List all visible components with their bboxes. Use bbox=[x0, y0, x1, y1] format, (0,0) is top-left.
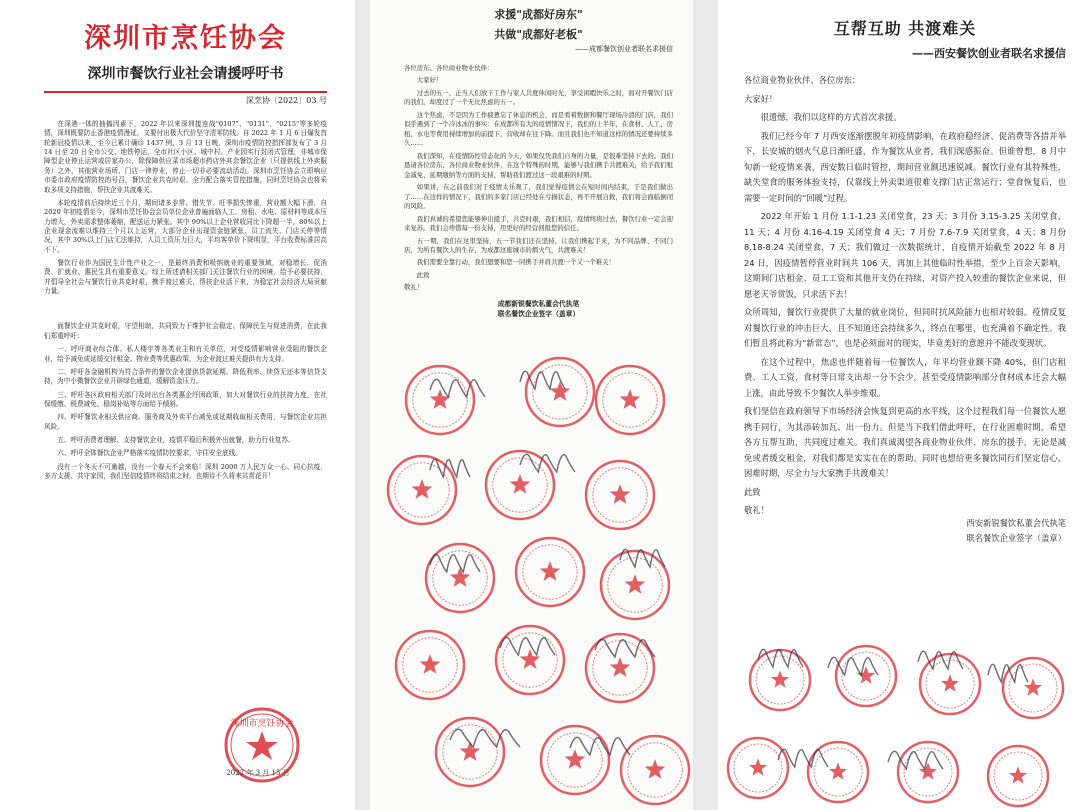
company-seal bbox=[596, 366, 664, 434]
document-body bbox=[44, 120, 327, 482]
signature-footer bbox=[744, 516, 1066, 548]
company-seal bbox=[920, 654, 980, 714]
footer-sign: 联名餐饮企业签字（盖章） bbox=[966, 533, 1066, 544]
document-body bbox=[744, 73, 1066, 519]
document-title: 互帮互助 共渡难关 bbox=[833, 19, 977, 38]
body-paragraph: 本轮疫情前后持续近三个月，期间诸多非常、错失节、旺季损失惨重，营业额大幅下滑，自 2020 年初疫情至今，深圳市烹饪协会会员单位企业普遍面临人工、房租、水电、原材料等成本压力增大，外卖需求整体萎缩，配送运力紧张。其中 90%以上企业营收同比下降超一半，80%以上企业现金流难以维持三个月以上运营，大部分企业出现资金链紧张、员工流失、门店关停等情况，其中 30%以上门店无法维持，人员工资压力巨大，平均客单价下降明显，平台收费标准居高不下。 bbox=[44, 198, 327, 254]
appeal-item: 三、呼吁各区政府相关部门及时出台各类惠企纾困政策，加大对餐饮行业的扶持力度，在社保缓缴、税费减免、稳岗补贴等方面给予倾斜。 bbox=[44, 390, 327, 408]
appeal-intro: 面餐饮企业共克时艰，守望相助，共同致力于维护社会稳定、保障民生与促进消费，在此我们郑重呼吁： bbox=[44, 322, 327, 340]
handwritten-signature bbox=[500, 637, 555, 655]
document-date: 2022 年 3 月 15 日 bbox=[226, 769, 290, 777]
handwritten-signature bbox=[450, 729, 520, 747]
document-signer: ——西安餐饮创业者联名求援信 bbox=[912, 47, 1066, 60]
company-seal bbox=[750, 650, 810, 710]
body-paragraph: 我们深知，在疫情防控常态化的今天，如果仅凭我们自身的力量，是很难坚持下去的。我们恳请各位房东、各位商业物业伙伴，在这个特殊的时期，能够与我们携手共渡难关，给予我们租金减免、延期缴纳等方面的支持，帮助我们渡过这一段艰难的时期。 bbox=[404, 151, 673, 179]
company-seal bbox=[406, 366, 474, 434]
document-title: 深圳市餐饮行业社会请援呼吁书 bbox=[87, 66, 284, 82]
salutation: 各位商业物业伙伴、各位房东： bbox=[744, 75, 861, 85]
footer-org: 西安新锐餐饮私董会代执笔 bbox=[966, 517, 1066, 528]
company-seal bbox=[586, 634, 654, 702]
body-paragraph: 五一期，我们在这里坚持，五一节我们还在坚持，让我们携起手来，为不同品牌、不同门店，为所有餐饮人的生存，为成都这座城市的烟火气，共渡难关！ bbox=[404, 236, 673, 254]
document-title: 求援"成都好房东" bbox=[494, 8, 583, 21]
body-paragraph: 这个焦虑，不是因为工作疲惫忘了休息的机会，而是看着数据和餐厅现场冷清的门店，我们似乎遇到了一个冷冰冰的事实：在成都所有大的疫情情况下，我们的上半年，在食材、人工、房租、水电等费用持续增加的前提下，营收却在往下降。而且我们也不知道这样的情况还要持续多久…… bbox=[404, 110, 673, 148]
greeting: 大家好！ bbox=[416, 76, 443, 85]
body-paragraph: 我们真诚的希望您能够伸出援手，共克时艰，我们相信，疫情终将过去，餐饮行业一定会迎来复苏。我们会珍惜每一份支持，用更好的经营回报您的信任。 bbox=[404, 214, 673, 233]
document-number: 深烹协〔2022〕03 号 bbox=[245, 96, 327, 105]
company-seal bbox=[496, 626, 564, 694]
company-seal bbox=[586, 461, 654, 529]
signature-footer bbox=[404, 299, 673, 319]
company-seal bbox=[426, 544, 494, 612]
handwritten-signature bbox=[520, 371, 565, 389]
company-seal bbox=[836, 646, 896, 706]
company-seal bbox=[486, 451, 554, 519]
salutation: 各位房东、各位商业物业伙伴： bbox=[404, 64, 494, 72]
handwritten-signature bbox=[570, 737, 630, 755]
handwritten-signature bbox=[520, 454, 575, 472]
document-title-line2: 共做"成都好老板" bbox=[494, 28, 583, 41]
footer-org: 成都新锐餐饮私董会代执笔 bbox=[497, 299, 580, 308]
company-seal bbox=[516, 538, 584, 606]
handwritten-signature bbox=[430, 459, 470, 477]
closing-line: 敬礼！ bbox=[404, 283, 424, 292]
body-paragraph: 如果讲，在之前我们对于疫情太乐观了，我们觉得疫情会在短时间内结束，于是我们做出了……在这样的情况下，我们的多家门店已经处在亏损状态，再不开展自救，我们将会面临倒闭的风险。 bbox=[404, 183, 673, 211]
body-paragraph: 众所周知，餐饮行业提供了大量的就业岗位，但同时抗风险能力也相对较弱。疫情反复对餐饮行业的冲击巨大，且不知道还会持续多久，终点在哪里，也充满着不确定性。我们暂且将此称为“新常态”，也是必须面对的现实，毕竟美好的意愿并不能改变现状。 bbox=[744, 307, 1066, 348]
body-paragraph: 在这个过程中，焦虑也伴随着每一位餐饮人，年平均营业额下降 40%，但门店租费、工人工资、食材等日常支出却一分不会少，甚至受疫情影响部分食材成本还会大幅上涨，由此导致不少餐饮人举步维艰。 bbox=[744, 356, 1066, 398]
body-paragraph: 很遗憾，我们以这样的方式首次求援。 bbox=[760, 112, 902, 122]
appeal-item: 五、呼吁消费者理解、支持餐饮企业，疫情平稳后积极外出就餐，助力行业复苏。 bbox=[57, 436, 295, 445]
company-seal bbox=[388, 456, 456, 524]
handwritten-signature bbox=[595, 639, 655, 657]
appeal-item: 四、呼吁餐饮业相关供应商、服务商及外卖平台减免或延期收取相关费用，与餐饮企业共担风险。 bbox=[44, 413, 327, 431]
xian-appeal-document bbox=[718, 0, 1080, 810]
handwritten-signature bbox=[988, 664, 1028, 682]
body-paragraph: 我们坚信在政府领导下市场经济会恢复到更高的水平线，这个过程我们每一位餐饮人愿携手同行，为其添砖加瓦、出一份力。但是当下我们借此呼吁，在行业困难时期，希望各方互帮互助，共同度过难关。我们真诚渴望各商业物业伙伴、房东的援手，无论是减免或者缓交租金，对我们都是实实在在的帮助。同时也想给更多餐饮同行们坚定信心，困难时期，尽全力与大家携手共渡难关！ bbox=[744, 406, 1066, 478]
seal-text: 深圳市烹饪协会 bbox=[230, 719, 294, 729]
handwritten-signature bbox=[828, 657, 878, 675]
document-signer: ——成都餐饮创业者联名求援信 bbox=[575, 45, 673, 53]
body-paragraph: 2022 年开始 1 月份 1.1-1.23 关闭堂食，23 天；3 月份 3.15-3.25 关闭堂食，11 天；4 月份 4.16-4.19 关闭堂食 4 天；7 月份 7.6-7.9 关闭堂食，4 天；8 月份 8.18-8.24 关闭堂食，7 天；我们做过一次数据统计，自疫情开始截至 2022 年 8 月 24 日，因疫情暂停营业时间共 106 天，再加上其他临时性举措，至少上百余天影响，这期间门店租金、员工工资和其他开支仍在持续，对资产投入较重的餐饮企业来说，但愿老天爷赏饭，只求活下去！ bbox=[744, 211, 1066, 299]
body-paragraph: 在深港一体的抽搐因素下，2022 年以来深圳接连战"0107"、"0131"、"0215"等多轮疫情，深圳既要防止香港疫情漫延，又要付出极大代价坚守清零防线。自 2022 年 1 月 6 日爆发首轮新冠疫情以来，至今已累计确诊 1437 例，3 月 13 日晚，深圳市疫情防控指挥部发布了 3 月 14 日至 20 日全市公交、地铁停运，全市社区小区、城中村、产业园实行封闭式管理，非城市保障型企业停止运营或居家办公，除保障供应菜市场超市药店外其余餐饮企业（只提供线上外卖服务）之外，其他营业场所、门店一律停业，停止一切非必要流动活动。深圳市烹饪协会立即响应市委市政府疫情防控的号召，餐饮企业共克时艰、全力配合落实管控措施，同时烹饪协会也将采取多项支持措施，帮扶企业共渡难关。 bbox=[44, 120, 327, 194]
body-paragraph: 我们需要全靠行动，我们想要和您一同携手并肩共渡一个又一个难关！ bbox=[416, 258, 615, 267]
company-seal bbox=[988, 746, 1048, 806]
letterhead-rule bbox=[44, 91, 327, 93]
handwritten-signature bbox=[430, 554, 480, 572]
handwritten-signature bbox=[888, 751, 943, 769]
company-seal bbox=[396, 631, 464, 699]
company-seal bbox=[526, 358, 594, 426]
handwritten-signature bbox=[620, 549, 665, 567]
company-seal bbox=[898, 742, 958, 802]
body-paragraph: 我们已经今年 7 月西安逐渐摆脱年初疫情影响，在政府稳经济、促消费等各措并举下，长安城的烟火气息日渐旺盛，作为餐饮从业者，我们深感振奋。但谁曾想，8 月中旬新一轮疫情来袭，西安数日临时管控，期间营业额迅速锐减。餐饮行业有其特殊性，缺失堂食的服务体验支持，仅靠线上外卖渠道很难支撑门店正常运行；堂食恢复后，也需要一定时间的“回暖”过程。 bbox=[744, 130, 1066, 203]
appeal-item: 六、呼吁全体餐饮企业严格落实疫情防控要求，守住安全底线。 bbox=[57, 449, 242, 458]
page-break bbox=[44, 300, 327, 322]
body-paragraph: 过去的五一，正当人们放下工作与家人共度休闲时光，享受闲暇快乐之时，面对开餐饮门店的我们，却度过了一个无比焦虑的五一。 bbox=[404, 88, 673, 107]
closing-line: 敬礼！ bbox=[744, 505, 769, 515]
appeal-item: 二、呼吁各金融机构为符合条件的餐饮企业提供贷款延期、降低利率、续贷无还本等信贷支持，为中小微餐饮企业开辟绿色通道，缓解资金压力。 bbox=[44, 367, 327, 386]
appeal-item: 一、呼吁商业综合体、私人楼宇等各类业主和有关单位，对受疫情影响营业受阻的餐饮企业，给予减免或延缓交付租金、物业费等优惠政策，为企业渡过难关提供有力支持。 bbox=[44, 345, 327, 363]
org-letterhead: 深圳市烹饪协会 bbox=[84, 23, 287, 54]
closing-paragraph: 没有一个冬天不可逾越，没有一个春天不会来临！深圳 2000 万人民万众一心、同心抗疫，多方支援、共守家园，我们坚信疫情终将结束之时，也期待不久将来共赏花开！ bbox=[44, 462, 327, 481]
shenzhen-appeal-document bbox=[0, 0, 355, 810]
footer-sign: 联名餐饮企业签字（盖章） bbox=[497, 310, 580, 319]
handwritten-signature bbox=[778, 749, 828, 767]
company-seal bbox=[601, 551, 669, 619]
closing-line: 此致 bbox=[416, 270, 430, 279]
handwritten-signature bbox=[918, 651, 963, 669]
greeting: 大家好！ bbox=[744, 93, 778, 104]
company-seal bbox=[541, 726, 609, 794]
company-seal bbox=[1003, 658, 1063, 718]
closing-line: 此致 bbox=[744, 486, 761, 497]
handwritten-signature bbox=[758, 649, 803, 667]
chengdu-appeal-document bbox=[370, 0, 693, 810]
company-seal bbox=[436, 718, 504, 786]
document-body bbox=[404, 64, 673, 293]
company-seal bbox=[621, 736, 689, 804]
body-paragraph: 餐饮行业作为国民生计性产业之一，是最终消费和吸纳就业的重要领域，对稳增长、促消费、扩就业、惠民生具有重要意义。综上所述请相关部门关注餐饮行业的困境，给予必要扶持，并倡导全社会与餐饮行业共克时艰，携手渡过难关，帮扶企业活下来，为稳定社会经济大局贡献力量。 bbox=[44, 259, 327, 296]
handwritten-signature bbox=[430, 379, 485, 397]
company-seal bbox=[808, 742, 868, 802]
company-seal bbox=[728, 738, 788, 798]
